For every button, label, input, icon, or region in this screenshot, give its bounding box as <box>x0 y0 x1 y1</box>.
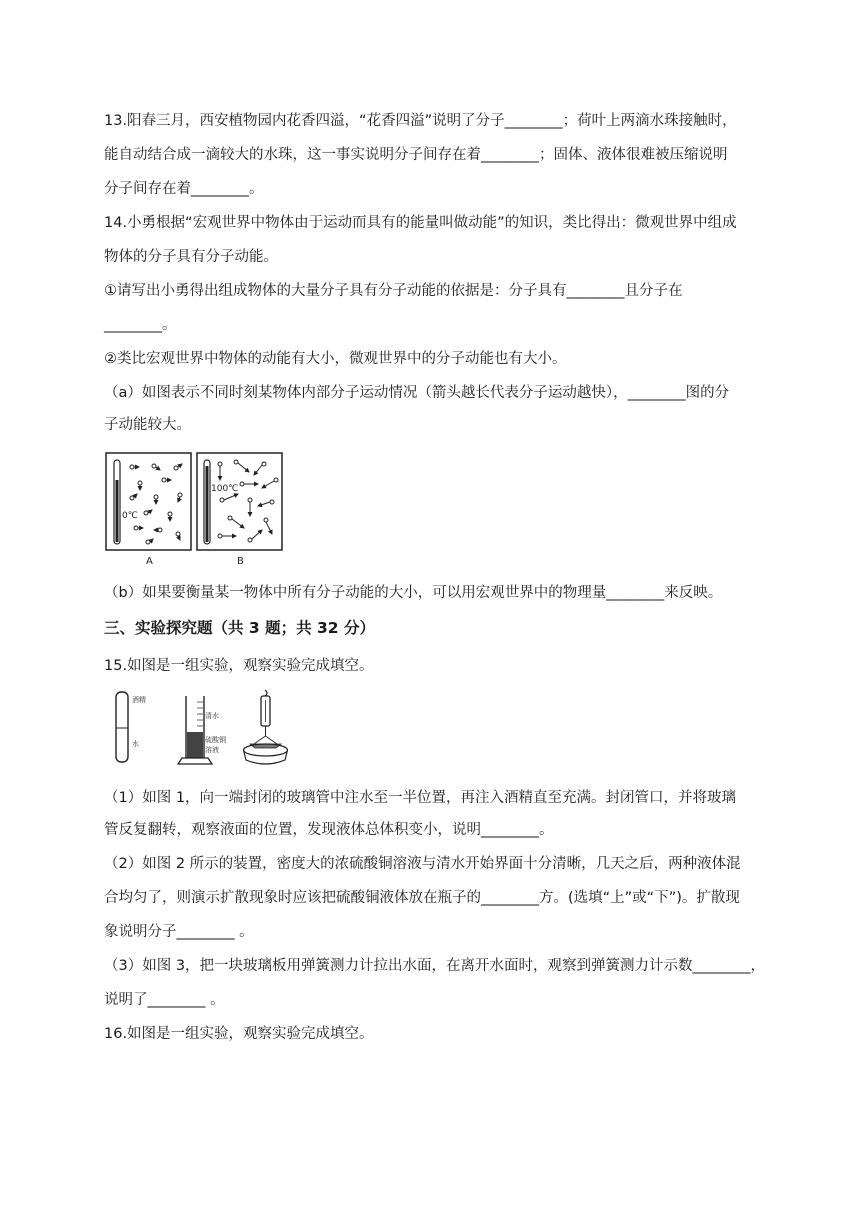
experiment-figures <box>104 688 288 768</box>
box-a-temp: 0℃ <box>122 511 138 521</box>
q14-a-line-2: 子动能较大。 <box>104 417 191 433</box>
q14-part1-line-2: ________。 <box>104 317 177 333</box>
q14-part1-line-1: ①请写出小勇得出组成物体的大量分子具有分子动能的依据是：分子具有________且分子在 <box>104 283 683 299</box>
caption-a: A <box>146 556 153 567</box>
cylinder-top-label: 清水 <box>205 712 219 720</box>
q15-intro: 15.如图是一组实验，观察实验完成填空。 <box>104 658 374 674</box>
q15-p1-line-1: （1）如图 1，向一端封闭的玻璃管中注水至一半位置，再注入酒精直至充满。封闭管口，并将玻璃 <box>104 790 737 806</box>
q14-line-1: 14.小勇根据“宏观世界中物体由于运动而具有的能量叫做动能”的知识，类比得出：微观世界中组成 <box>104 215 737 231</box>
caption-b: B <box>237 556 244 567</box>
box-b-temp: 100℃ <box>211 484 239 494</box>
q13-line-1: 13.阳春三月，西安植物园内花香四溢，“花香四溢”说明了分子________；荷叶上两滴水珠接触时， <box>104 113 737 129</box>
cylinder-bottom-label-1: 硫酸铜 <box>205 736 226 744</box>
tube-bottom-label: 水 <box>132 740 139 748</box>
cylinder-bottom-label-2: 溶液 <box>205 746 219 754</box>
q14-a-line-1: （a）如图表示不同时刻某物体内部分子运动情况（箭头越长代表分子运动越快），________图的分 <box>104 385 730 401</box>
q14-part2: ②类比宏观世界中物体的动能有大小，微观世界中的分子动能也有大小。 <box>104 351 567 367</box>
q14-b-line: （b）如果要衡量某一物体中所有分子动能的大小，可以用宏观世界中的物理量________来反映。 <box>104 585 723 601</box>
q15-p3-line-2: 说明了________ 。 <box>104 992 225 1008</box>
q16-intro: 16.如图是一组实验，观察实验完成填空。 <box>104 1026 374 1042</box>
q15-p1-line-2: 管反复翻转，观察液面的位置，发现液体总体积变小，说明________。 <box>104 822 554 838</box>
spring-scale-icon <box>250 690 281 748</box>
q15-p3-line-1: （3）如图 3，把一块玻璃板用弹簧测力计拉出水面，在离开水面时，观察到弹簧测力计示数________， <box>104 958 766 974</box>
q15-p2-line-2: 合均匀了，则演示扩散现象时应该把硫酸铜液体放在瓶子的________方。(选填“上”或“下”)。扩散现 <box>104 890 740 906</box>
q13-line-2: 能自动结合成一滴较大的水珠，这一事实说明分子间存在着________；固体、液体很难被压缩说明 <box>104 147 728 163</box>
q14-line-2: 物体的分子具有分子动能。 <box>104 249 278 265</box>
glass-tube-icon <box>116 692 128 762</box>
section-3-heading: 三、实验探究题（共 3 题；共 32 分） <box>104 619 375 637</box>
q13-line-3: 分子间存在着________。 <box>104 181 264 197</box>
molecule-motion-figure <box>104 450 286 568</box>
tube-top-label: 酒精 <box>132 696 146 704</box>
q15-p2-line-1: （2）如图 2 所示的装置，密度大的浓硫酸铜溶液与清水开始界面十分清晰，几天之后，两种液体混 <box>104 856 741 872</box>
q15-p2-line-3: 象说明分子________ 。 <box>104 924 254 940</box>
